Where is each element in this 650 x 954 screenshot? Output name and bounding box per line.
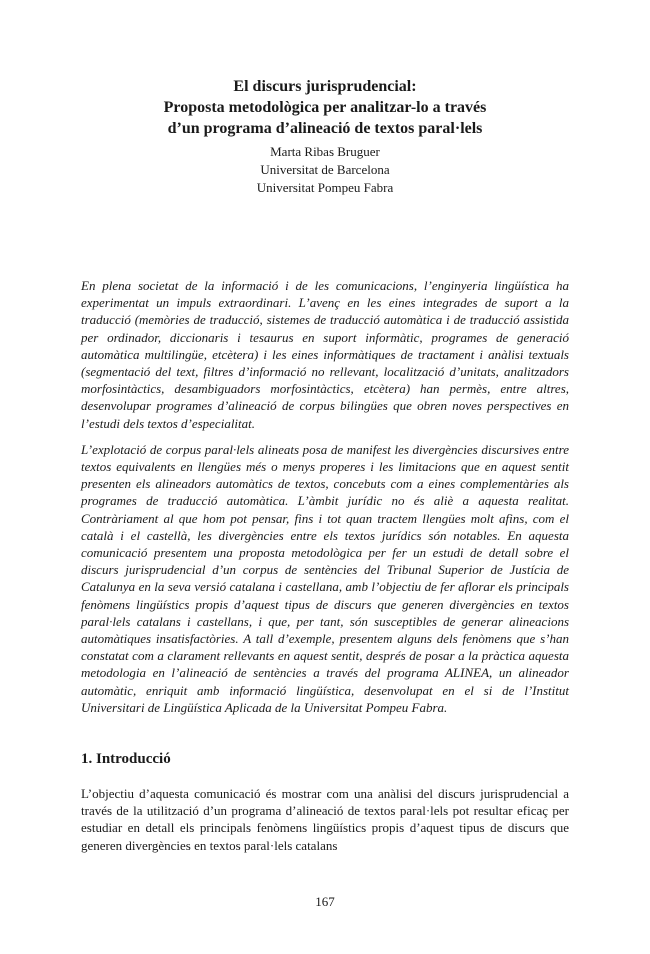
title-block: [0, 76, 650, 197]
abstract-paragraph-2: L’explotació de corpus paral·lels alineats posa de manifest les divergències discursives entre textos equivalents en llengües més o menys properes i les limitacions que en aquest sentit presenten els alineadors automàtics de textos, concebuts com a eines complementàries als programes de traducció automàtica. L’àmbit jurídic no és aliè a aquesta realitat. Contràriament al que hom pot pensar, fins i tot quan tractem llengües molt afins, com el català i el castellà, les divergències entre els textos jurídics són notables. En aquesta comunicació presentem una proposta metodològica per fer un estudi de detall sobre el discurs jurisprudencial d’un corpus de sentències del Tribunal Superior de Justícia de Catalunya en la seva versió catalana i castellana, amb l’objectiu de fer aflorar els principals fenòmens lingüístics propis d’aquest tipus de discurs que generen divergències en textos paral·lels catalans i castellans, i que, per tant, són susceptibles de generar alineacions automàtiques insatisfactòries. A tall d’exemple, presentem alguns dels fenòmens que s’han constatat com a clarament rellevants en aquest sentit, després de posar a la pràctica aquesta metodologia en l’alineació de sentències a través del programa ALINEA, un alineador automàtic, enriquit amb informació lingüística, desenvolupat en el si de l’Institut Universitari de Lingüística Aplicada de la Universitat Pompeu Fabra.: [81, 441, 569, 715]
abstract-paragraph-1: En plena societat de la informació i de les comunicacions, l’enginyeria lingüística ha experimentat un impuls extraordinari. L’avenç en les eines integrades de suport a la traducció (memòries de traducció, sistemes de traducció automàtica i de traducció assistida per ordinador, diccionaris i tesaurus en suport informàtic, programes de generació automàtica multilingüe, etcètera) i les eines informàtiques de tractament i anàlisi textuals (segmentació del text, filtres d’informació no rellevant, localització d’unitats, analitzadors morfosintàctics, desambiguadors morfosintàctics, etcètera) han permès, entre altres, desenvolupar programes d’alineació de corpus bilingües que obren noves perspectives en l’estudi dels textos d’especialitat.: [81, 278, 569, 431]
abstract: [81, 277, 569, 725]
title-line-3: d’un programa d’alineació de textos paral·lels: [167, 120, 483, 137]
author-block: [0, 143, 650, 197]
title-line-1: El discurs jurisprudencial:: [233, 78, 417, 95]
author-name: Marta Ribas Bruguer: [270, 144, 380, 159]
body-paragraph: L’objectiu d’aquesta comunicació és mostrar com una anàlisi del discurs jurisprudencial a través de la utilització d’un programa d’alineació de textos paral·lels pot resultar eficaç per estudiar en detall els principals fenòmens lingüístics propis d’aquest tipus de discurs que generen divergències en textos paral·lels catalans: [81, 786, 569, 853]
title-line-2: Proposta metodològica per analitzar-lo a través: [163, 99, 487, 116]
affiliation-1: Universitat de Barcelona: [260, 162, 390, 177]
page-number: 167: [315, 894, 335, 909]
affiliation-2: Universitat Pompeu Fabra: [256, 180, 394, 195]
section-heading: 1. Introducció: [81, 751, 171, 767]
